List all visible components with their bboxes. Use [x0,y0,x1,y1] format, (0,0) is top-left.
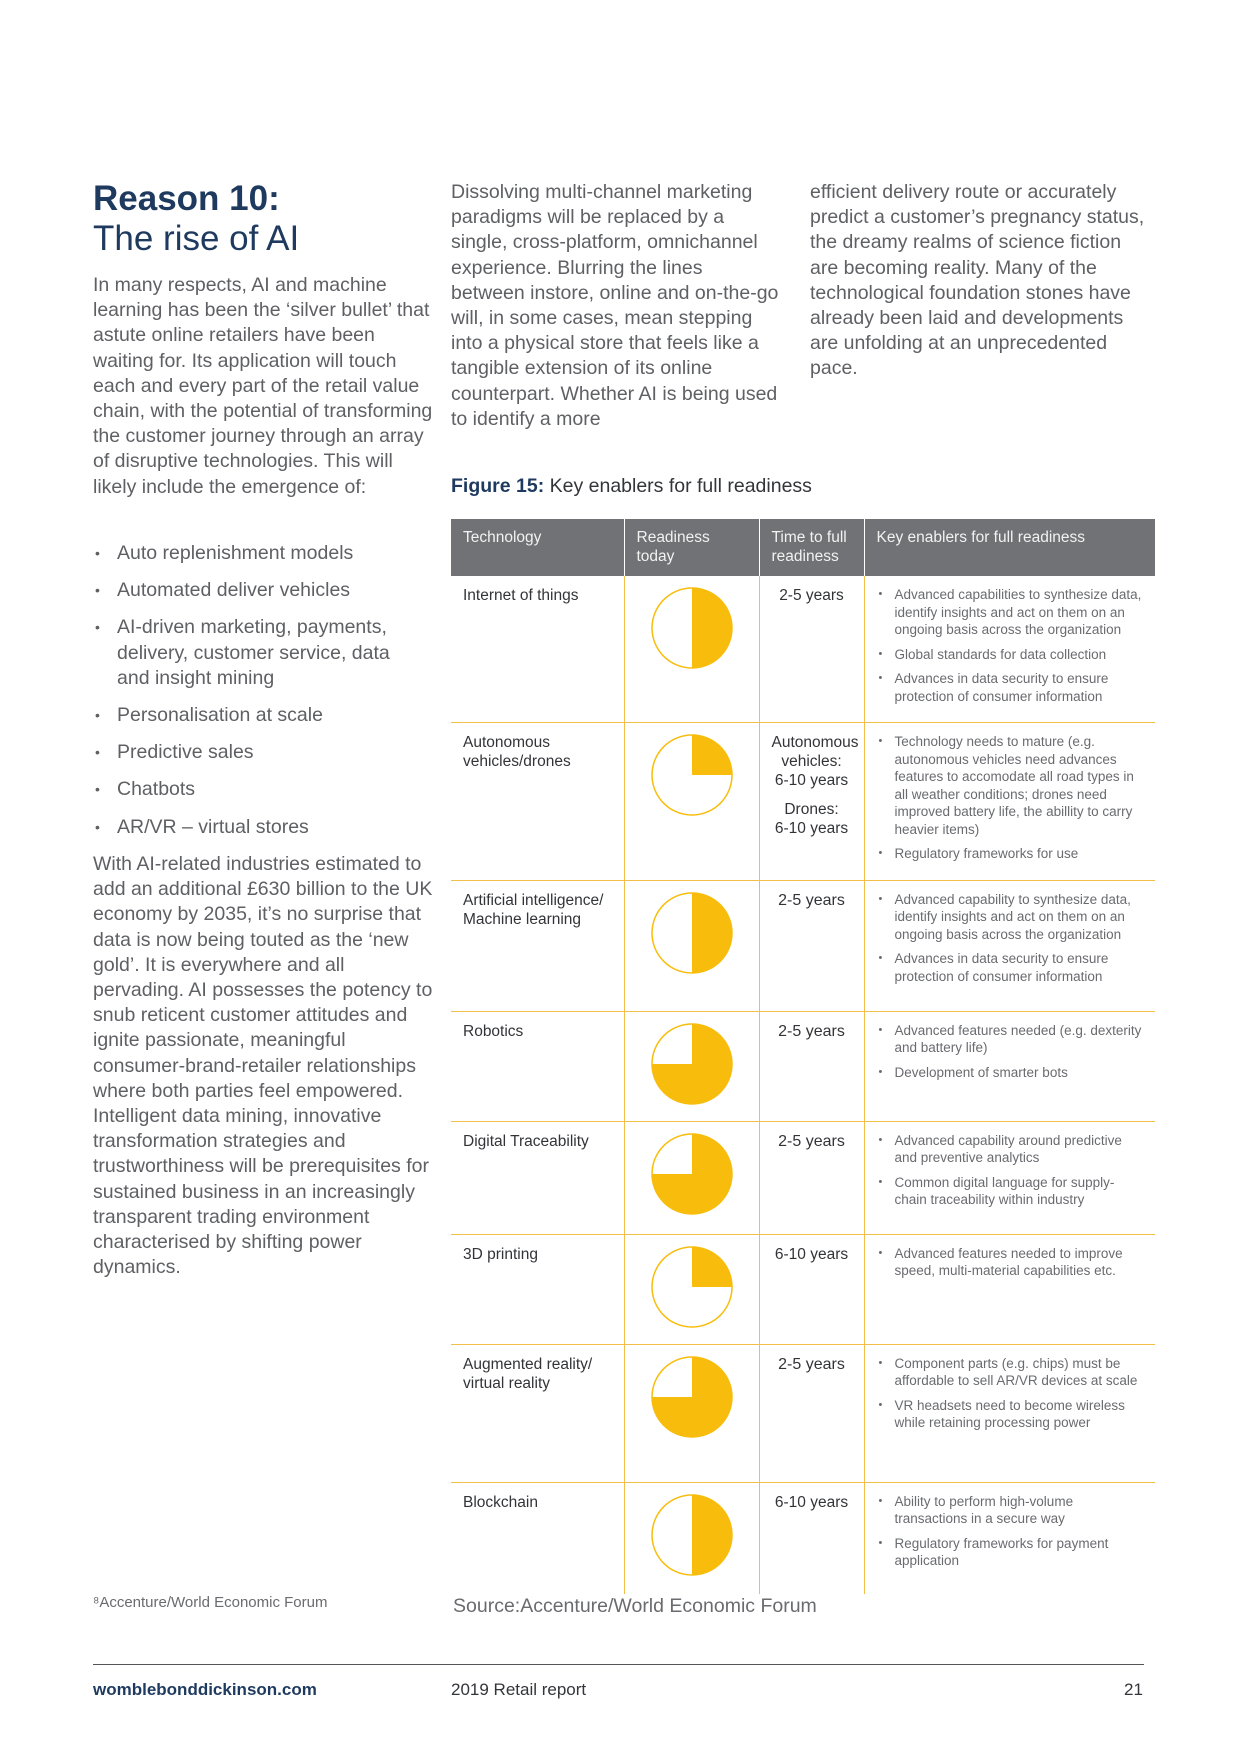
table-row [451,1344,1155,1482]
enablers-cell [864,1344,1155,1482]
right-column-text: efficient delivery route or accurately predict a customer’s pregnancy status, the dreamy realms of science fiction are becoming reality. Many of the technological foundation stones have already been laid and developments are unfolding at an unprecedented pace. [810,181,1145,380]
table-row [451,1121,1155,1234]
figure-label: Figure 15: [451,475,545,497]
table-row [451,1011,1155,1121]
technology-cell: Internet of things [451,576,624,723]
time-cell [759,1121,864,1234]
time-cell [759,723,864,881]
time-cell [759,1482,864,1594]
footer-site-link[interactable]: womblebonddickinson.com [93,1680,317,1699]
enablers-list [877,891,1144,986]
table-row [451,1482,1155,1594]
enabler-item: • Advances in data security to ensure protection of consumer information [877,950,1144,985]
table-row [451,723,1155,881]
time-to-readiness-text: 6-10 years [774,1493,849,1511]
enabler-item: • Advanced capability around predictive and preventive analytics [877,1132,1144,1167]
enabler-item: • Global standards for data collection [877,646,1144,664]
readiness-ball-fill [692,1247,732,1287]
technology-cell: Autonomous vehicles/drones [451,723,624,881]
emergence-list-item: • Auto replenishment models [93,541,423,566]
time-to-readiness-text: 2-5 years [779,587,844,604]
time-to-readiness-text: 6-10 years [774,772,849,789]
middle-column-text: Dissolving multi-channel marketing paradigms will be replaced by a single, cross-platform, omnichannel experience. Blurring the lines between instore, online and on-the-go will, in some cases, mean stepping into a physical store that feels like a tangible extension of its online counterpart. Whether AI is being used to identify a more [451,181,779,430]
enablers-list [877,586,1144,705]
readiness-cell [624,1121,759,1234]
readiness-ball-fill [692,588,732,668]
readiness-harvey-ball [650,1132,734,1216]
time-to-readiness-text: Autonomous vehicles: [771,734,859,770]
readiness-ball-fill [692,735,732,775]
readiness-harvey-ball [650,1355,734,1439]
time-cell [759,1011,864,1121]
table-header-row [451,519,1155,576]
enablers-list [877,1022,1144,1082]
enabler-item: • Advanced features needed (e.g. dexterity and battery life) [877,1022,1144,1057]
readiness-cell [624,723,759,881]
header-technology: Technology [451,519,624,576]
footnote: ⁸Accenture/World Economic Forum [93,1594,328,1611]
enabler-item: • Advanced features needed to improve speed, multi-material capabilities etc. [877,1245,1144,1280]
time-cell [759,1344,864,1482]
emergence-list-item: • Chatbots [93,777,423,802]
enablers-list [877,1493,1144,1570]
enabler-item: • Component parts (e.g. chips) must be affordable to sell AR/VR devices at scale [877,1355,1144,1390]
readiness-harvey-ball [650,733,734,817]
enablers-cell [864,880,1155,1011]
readiness-cell [624,880,759,1011]
enablers-list [877,1355,1144,1432]
readiness-harvey-ball [650,586,734,670]
enablers-cell [864,1482,1155,1594]
emergence-list [93,541,423,852]
time-cell [759,1234,864,1344]
technology-cell: Augmented reality/ virtual reality [451,1344,624,1482]
technology-cell: 3D printing [451,1234,624,1344]
figure-caption: Key enablers for full readiness [544,475,812,497]
readiness-cell [624,1011,759,1121]
enablers-list [877,1132,1144,1209]
time-to-readiness-text: 6-10 years [774,1245,849,1263]
time-cell [759,576,864,723]
footer-divider [93,1664,1144,1665]
closing-paragraph: With AI-related industries estimated to add an additional £630 billion to the UK economy by 2035, it’s no surprise that data is now being touted as the ‘new gold’. It is everywhere and all pervading. AI possesses the potency to snub reticent customer attitudes and ignite passionate, meaningful consumer-brand-retailer relationships where both parties feel empowered. Intelligent data mining, innovative transformation strategies and trustworthiness will be prerequisites for sustained business in an increasingly transparent trading environment characterised by shifting power dynamics. [93,853,433,1279]
technology-cell: Blockchain [451,1482,624,1594]
emergence-list-item: • AI-driven marketing, payments, delivery, customer service, data and insight mining [93,615,423,691]
readiness-harvey-ball [650,1245,734,1329]
enablers-cell [864,1121,1155,1234]
table-row [451,576,1155,723]
technology-cell: Digital Traceability [451,1121,624,1234]
technology-cell: Artificial intelligence/ Machine learning [451,880,624,1011]
enablers-list [877,1245,1144,1280]
enablers-cell [864,723,1155,881]
time-to-readiness-text: Drones: [784,801,839,818]
enabler-item: • Advanced capability to synthesize data, identify insights and act on them on an ongoing basis across the organization [877,891,1144,944]
time-cell [759,880,864,1011]
enablers-cell [864,1234,1155,1344]
enabler-item: • Development of smarter bots [877,1064,1144,1082]
enablers-cell [864,576,1155,723]
table-row [451,1234,1155,1344]
enabler-item: • Advances in data security to ensure protection of consumer information [877,670,1144,705]
header-time: Time to full readiness [759,519,864,576]
enablers-cell [864,1011,1155,1121]
header-readiness: Readiness today [624,519,759,576]
emergence-list-item: • Predictive sales [93,740,423,765]
enablers-table [451,519,1155,1594]
readiness-cell [624,576,759,723]
figure-source: Source:Accenture/World Economic Forum [453,1595,817,1617]
enabler-item: • Advanced capabilities to synthesize data, identify insights and act on them on an ongoing basis across the organization [877,586,1144,639]
enabler-item: • Regulatory frameworks for use [877,845,1144,863]
time-to-readiness-text: 6-10 years [774,820,849,837]
table-row [451,880,1155,1011]
readiness-harvey-ball [650,1493,734,1577]
header-enablers: Key enablers for full readiness [864,519,1155,576]
emergence-list-item: • AR/VR – virtual stores [93,815,423,840]
footer-report-title: 2019 Retail report [451,1680,587,1699]
section-subtitle: The rise of AI [93,219,300,258]
emergence-list-item: • Automated deliver vehicles [93,578,423,603]
page-number: 21 [1124,1680,1143,1699]
technology-cell: Robotics [451,1011,624,1121]
figure-title [451,475,812,498]
time-to-readiness-text: 2-5 years [778,1022,845,1040]
enabler-item: • VR headsets need to become wireless while retaining processing power [877,1397,1144,1432]
readiness-ball-fill [692,1495,732,1575]
readiness-harvey-ball [650,891,734,975]
time-to-readiness-text: 2-5 years [778,1132,845,1150]
intro-paragraph: In many respects, AI and machine learning has been the ‘silver bullet’ that astute online retailers have been waiting for. Its application will touch each and every part of the retail value chain, with the potential of transforming the customer journey through an array of disruptive technologies. This will likely include the emergence of: [93,274,433,498]
readiness-ball-fill [692,893,732,973]
enabler-item: • Regulatory frameworks for payment application [877,1535,1144,1570]
readiness-cell [624,1482,759,1594]
time-to-readiness-text: 2-5 years [778,1355,845,1373]
readiness-harvey-ball [650,1022,734,1106]
section-title: Reason 10: [93,179,280,218]
emergence-list-item: • Personalisation at scale [93,703,423,728]
time-to-readiness-text: 2-5 years [778,891,845,909]
enabler-item: • Common digital language for supply-chain traceability within industry [877,1174,1144,1209]
enabler-item: • Ability to perform high-volume transactions in a secure way [877,1493,1144,1528]
readiness-cell [624,1234,759,1344]
readiness-cell [624,1344,759,1482]
enablers-list [877,733,1144,863]
enabler-item: • Technology needs to mature (e.g. autonomous vehicles need advances features to accomodate all road types in all weather conditions; drones need improved battery life, the abillity to carry heavier items) [877,733,1144,838]
